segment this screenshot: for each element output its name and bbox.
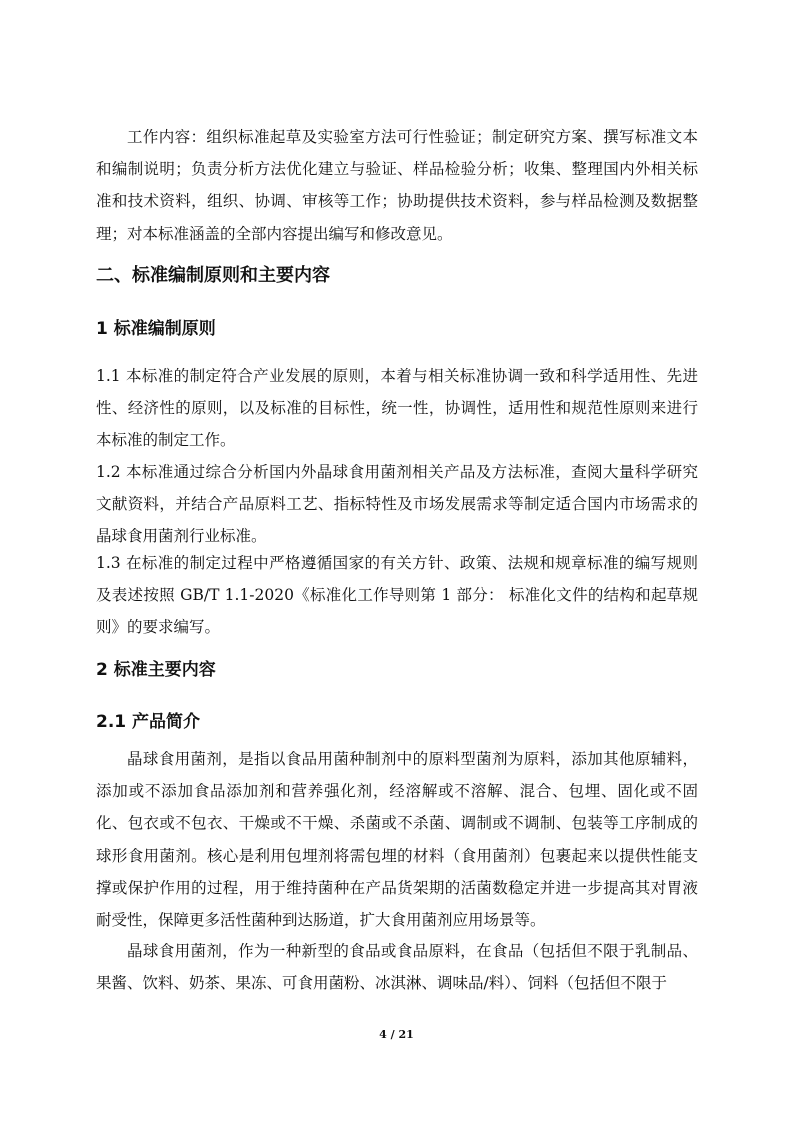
page-number: 4 / 21 bbox=[379, 1028, 414, 1041]
work-content-paragraph: 工作内容：组织标准起草及实验室方法可行性验证；制定研究方案、撰写标准文本和编制说明；负责分析方法优化建立与验证、样品检验分析；收集、整理国内外相关标准和技术资料，组织、协调、审核等工作；协助提供技术资料，参与样品检测及数据整理；对本标准涵盖的全部内容提出编写和修改意见。 bbox=[96, 128, 698, 243]
heading-compilation-principles: 1 标准编制原则 bbox=[96, 319, 216, 339]
heading-main-content: 2 标准主要内容 bbox=[96, 660, 216, 680]
product-intro-paragraph-2: 晶球食用菌剂，作为一种新型的食品或食品原料，在食品（包括但不限于乳制品、果酱、饮料、奶茶、果冻、可食用菌粉、冰淇淋、调味品/料）、饲料（包括但不限于 bbox=[96, 942, 698, 993]
paragraph-1-3: 1.3 在标准的制定过程中严格遵循国家的有关方针、政策、法规和规章标准的编写规则及表述按照 GB/T 1.1-2020《标准化工作导则第 1 部分： 标准化文件的结构和起草规则》的要求编写。 bbox=[96, 554, 698, 637]
heading-product-intro: 2.1 产品简介 bbox=[96, 712, 201, 732]
product-intro-paragraph-1: 晶球食用菌剂，是指以食品用菌种制剂中的原料型菌剂为原料，添加其他原辅料，添加或不添加食品添加剂和营养强化剂，经溶解或不溶解、混合、包埋、固化或不固化、包衣或不包衣、干燥或不干燥、杀菌或不杀菌、调制或不调制、包装等工序制成的球形食用菌剂。核心是利用包埋剂将需包埋的材料（食用菌剂）包裹起来以提供性能支撑或保护作用的过程，用于维持菌种在产品货架期的活菌数稳定并进一步提高其对胃液耐受性，保障更多活性菌种到达肠道，扩大食用菌剂应用场景等。 bbox=[96, 750, 698, 930]
paragraph-1-2: 1.2 本标准通过综合分析国内外晶球食用菌剂相关产品及方法标准，查阅大量科学研究文献资料，并结合产品原料工艺、指标特性及市场发展需求等制定适合国内市场需求的晶球食用菌剂行业标准。 bbox=[96, 463, 698, 546]
section-heading-principles-content: 二、标准编制原则和主要内容 bbox=[96, 265, 330, 286]
paragraph-1-1: 1.1 本标准的制定符合产业发展的原则，本着与相关标准协调一致和科学适用性、先进性、经济性的原则，以及标准的目标性，统一性，协调性，适用性和规范性原则来进行本标准的制定工作。 bbox=[96, 367, 698, 450]
